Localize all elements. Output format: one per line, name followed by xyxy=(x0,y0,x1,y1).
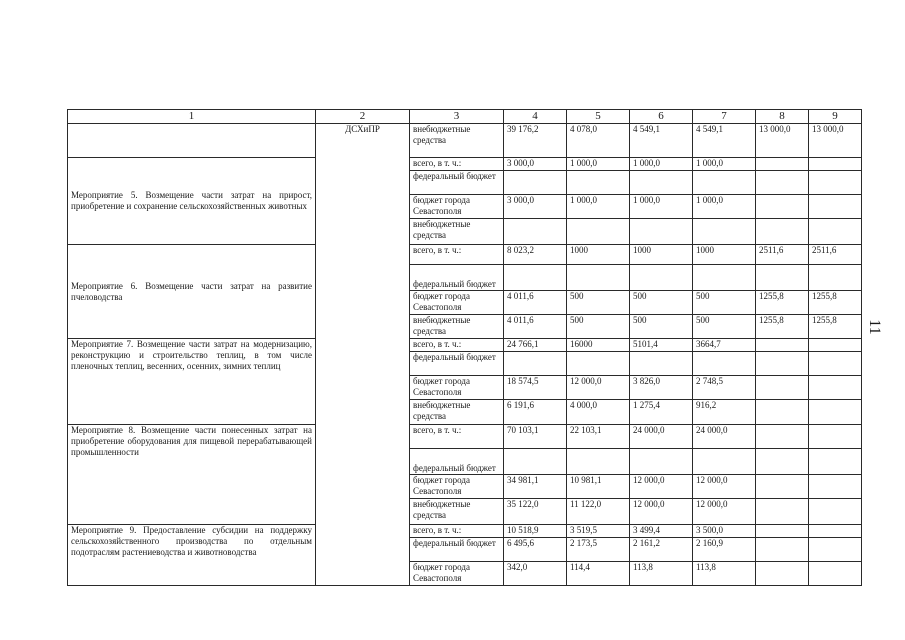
value-cell xyxy=(809,339,862,352)
header-cell: 5 xyxy=(567,110,630,124)
source-extra: внебюджетные средства xyxy=(410,499,504,525)
value-cell xyxy=(567,219,630,245)
value-cell: 1255,8 xyxy=(756,315,809,339)
value-cell: 1000 xyxy=(567,245,630,265)
value-cell xyxy=(756,265,809,291)
value-cell: 500 xyxy=(630,315,693,339)
value-cell xyxy=(809,499,862,525)
value-cell: 1 000,0 xyxy=(630,158,693,171)
source-extra: внебюджетные средства xyxy=(410,124,504,158)
value-cell: 4 000,0 xyxy=(567,400,630,425)
value-cell xyxy=(809,538,862,562)
value-cell xyxy=(809,449,862,475)
source-federal: федеральный бюджет xyxy=(410,352,504,376)
value-cell xyxy=(567,265,630,291)
value-cell: 113,8 xyxy=(630,562,693,586)
value-cell xyxy=(630,219,693,245)
value-cell: 500 xyxy=(693,291,756,315)
value-cell: 1000 xyxy=(693,245,756,265)
value-cell: 70 103,1 xyxy=(504,425,567,449)
header-cell: 9 xyxy=(809,110,862,124)
value-cell: 6 191,6 xyxy=(504,400,567,425)
value-cell: 3 000,0 xyxy=(504,158,567,171)
value-cell: 12 000,0 xyxy=(630,499,693,525)
source-total: всего, в т. ч.: xyxy=(410,339,504,352)
executor-cell: ДСХиПР xyxy=(316,124,410,586)
value-cell: 24 766,1 xyxy=(504,339,567,352)
value-cell: 1255,8 xyxy=(756,291,809,315)
value-cell xyxy=(756,158,809,171)
value-cell: 10 518,9 xyxy=(504,525,567,538)
value-cell: 3 000,0 xyxy=(504,195,567,219)
table-row xyxy=(68,158,862,171)
page-number: 11 xyxy=(866,319,883,335)
value-cell: 13 000,0 xyxy=(756,124,809,158)
value-cell: 22 103,1 xyxy=(567,425,630,449)
value-cell xyxy=(504,449,567,475)
header-cell: 3 xyxy=(410,110,504,124)
source-federal: федеральный бюджет xyxy=(410,265,504,291)
value-cell xyxy=(504,219,567,245)
source-total: всего, в т. ч.: xyxy=(410,425,504,449)
value-cell xyxy=(809,352,862,376)
value-cell: 1 000,0 xyxy=(693,158,756,171)
value-cell: 13 000,0 xyxy=(809,124,862,158)
value-cell xyxy=(567,449,630,475)
value-cell xyxy=(756,475,809,499)
source-federal: федеральный бюджет xyxy=(410,171,504,195)
source-extra: внебюджетные средства xyxy=(410,219,504,245)
value-cell: 3664,7 xyxy=(693,339,756,352)
table-row xyxy=(68,525,862,538)
value-cell: 10 981,1 xyxy=(567,475,630,499)
value-cell: 1255,8 xyxy=(809,315,862,339)
source-city: бюджет города Севастополя xyxy=(410,195,504,219)
value-cell xyxy=(756,425,809,449)
value-cell: 500 xyxy=(567,291,630,315)
value-cell: 1000 xyxy=(630,245,693,265)
value-cell: 4 549,1 xyxy=(630,124,693,158)
value-cell xyxy=(630,352,693,376)
value-cell: 113,8 xyxy=(693,562,756,586)
header-cell: 8 xyxy=(756,110,809,124)
header-row xyxy=(68,110,862,124)
value-cell xyxy=(756,538,809,562)
value-cell xyxy=(809,525,862,538)
value-cell xyxy=(630,171,693,195)
source-city: бюджет города Севастополя xyxy=(410,291,504,315)
value-cell xyxy=(504,265,567,291)
value-cell: 342,0 xyxy=(504,562,567,586)
value-cell xyxy=(693,171,756,195)
event-7: Мероприятие 7. Возмещение части затрат на модернизацию, реконструкцию и строительство теплиц, в том числе пленочных теплиц, весенних, осенних, зимних теплиц xyxy=(68,339,316,425)
event-6: Мероприятие 6. Возмещение части затрат на развитие пчеловодства xyxy=(68,245,316,339)
value-cell xyxy=(756,339,809,352)
source-extra: внебюджетные средства xyxy=(410,400,504,425)
value-cell xyxy=(756,400,809,425)
value-cell xyxy=(630,265,693,291)
budget-table xyxy=(67,109,862,586)
value-cell: 3 826,0 xyxy=(630,376,693,400)
value-cell: 24 000,0 xyxy=(693,425,756,449)
value-cell: 1255,8 xyxy=(809,291,862,315)
value-cell: 1 275,4 xyxy=(630,400,693,425)
value-cell xyxy=(567,352,630,376)
value-cell: 2 748,5 xyxy=(693,376,756,400)
event-5: Мероприятие 5. Возмещение части затрат на прирост, приобретение и сохранение сельскохозяйственных животных xyxy=(68,158,316,245)
header-cell: 2 xyxy=(316,110,410,124)
value-cell: 2 173,5 xyxy=(567,538,630,562)
value-cell: 500 xyxy=(693,315,756,339)
value-cell: 3 500,0 xyxy=(693,525,756,538)
value-cell: 1 000,0 xyxy=(630,195,693,219)
source-total: всего, в т. ч.: xyxy=(410,245,504,265)
source-city: бюджет города Севастополя xyxy=(410,562,504,586)
value-cell xyxy=(693,449,756,475)
value-cell xyxy=(567,171,630,195)
value-cell: 6 495,6 xyxy=(504,538,567,562)
source-city: бюджет города Севастополя xyxy=(410,376,504,400)
source-federal: федеральный бюджет xyxy=(410,538,504,562)
value-cell xyxy=(756,376,809,400)
value-cell xyxy=(809,195,862,219)
source-total: всего, в т. ч.: xyxy=(410,525,504,538)
value-cell xyxy=(693,352,756,376)
source-total: всего, в т. ч.: xyxy=(410,158,504,171)
value-cell: 3 519,5 xyxy=(567,525,630,538)
value-cell xyxy=(809,562,862,586)
value-cell: 18 574,5 xyxy=(504,376,567,400)
value-cell: 11 122,0 xyxy=(567,499,630,525)
value-cell: 2 160,9 xyxy=(693,538,756,562)
value-cell xyxy=(693,265,756,291)
value-cell: 500 xyxy=(567,315,630,339)
header-cell: 6 xyxy=(630,110,693,124)
value-cell: 2511,6 xyxy=(809,245,862,265)
header-cell: 4 xyxy=(504,110,567,124)
value-cell: 12 000,0 xyxy=(567,376,630,400)
value-cell: 16000 xyxy=(567,339,630,352)
value-cell xyxy=(756,171,809,195)
table-row xyxy=(68,339,862,352)
value-cell xyxy=(693,219,756,245)
value-cell: 24 000,0 xyxy=(630,425,693,449)
value-cell: 4 078,0 xyxy=(567,124,630,158)
event-cell-empty xyxy=(68,124,316,158)
value-cell: 114,4 xyxy=(567,562,630,586)
value-cell: 4 011,6 xyxy=(504,315,567,339)
value-cell xyxy=(809,400,862,425)
header-cell: 7 xyxy=(693,110,756,124)
value-cell xyxy=(756,219,809,245)
value-cell: 2511,6 xyxy=(756,245,809,265)
value-cell xyxy=(756,562,809,586)
source-federal: федеральный бюджет xyxy=(410,449,504,475)
value-cell: 500 xyxy=(630,291,693,315)
value-cell xyxy=(809,425,862,449)
event-8: Мероприятие 8. Возмещение части понесенных затрат на приобретение оборудования для пищевой перерабатывающей промышленности xyxy=(68,425,316,525)
value-cell: 35 122,0 xyxy=(504,499,567,525)
value-cell xyxy=(756,499,809,525)
table-row xyxy=(68,245,862,265)
header-cell: 1 xyxy=(68,110,316,124)
value-cell: 8 023,2 xyxy=(504,245,567,265)
table-row xyxy=(68,124,862,158)
value-cell xyxy=(756,195,809,219)
value-cell: 1 000,0 xyxy=(567,158,630,171)
source-city: бюджет города Севастополя xyxy=(410,475,504,499)
value-cell: 2 161,2 xyxy=(630,538,693,562)
value-cell: 12 000,0 xyxy=(630,475,693,499)
value-cell: 12 000,0 xyxy=(693,475,756,499)
value-cell: 1 000,0 xyxy=(693,195,756,219)
value-cell: 1 000,0 xyxy=(567,195,630,219)
value-cell: 3 499,4 xyxy=(630,525,693,538)
value-cell: 4 011,6 xyxy=(504,291,567,315)
value-cell xyxy=(504,352,567,376)
value-cell xyxy=(756,525,809,538)
source-extra: внебюджетные средства xyxy=(410,315,504,339)
value-cell xyxy=(504,171,567,195)
value-cell xyxy=(809,265,862,291)
value-cell: 5101,4 xyxy=(630,339,693,352)
value-cell xyxy=(756,449,809,475)
table-row xyxy=(68,425,862,449)
value-cell xyxy=(809,158,862,171)
value-cell xyxy=(630,449,693,475)
value-cell: 12 000,0 xyxy=(693,499,756,525)
value-cell: 34 981,1 xyxy=(504,475,567,499)
value-cell xyxy=(809,376,862,400)
value-cell xyxy=(756,352,809,376)
value-cell: 39 176,2 xyxy=(504,124,567,158)
value-cell: 4 549,1 xyxy=(693,124,756,158)
value-cell xyxy=(809,171,862,195)
event-9: Мероприятие 9. Предоставление субсидии на поддержку сельскохозяйственного производства по отдельным подотраслям растениеводства и животноводства xyxy=(68,525,316,586)
value-cell xyxy=(809,475,862,499)
value-cell xyxy=(809,219,862,245)
value-cell: 916,2 xyxy=(693,400,756,425)
